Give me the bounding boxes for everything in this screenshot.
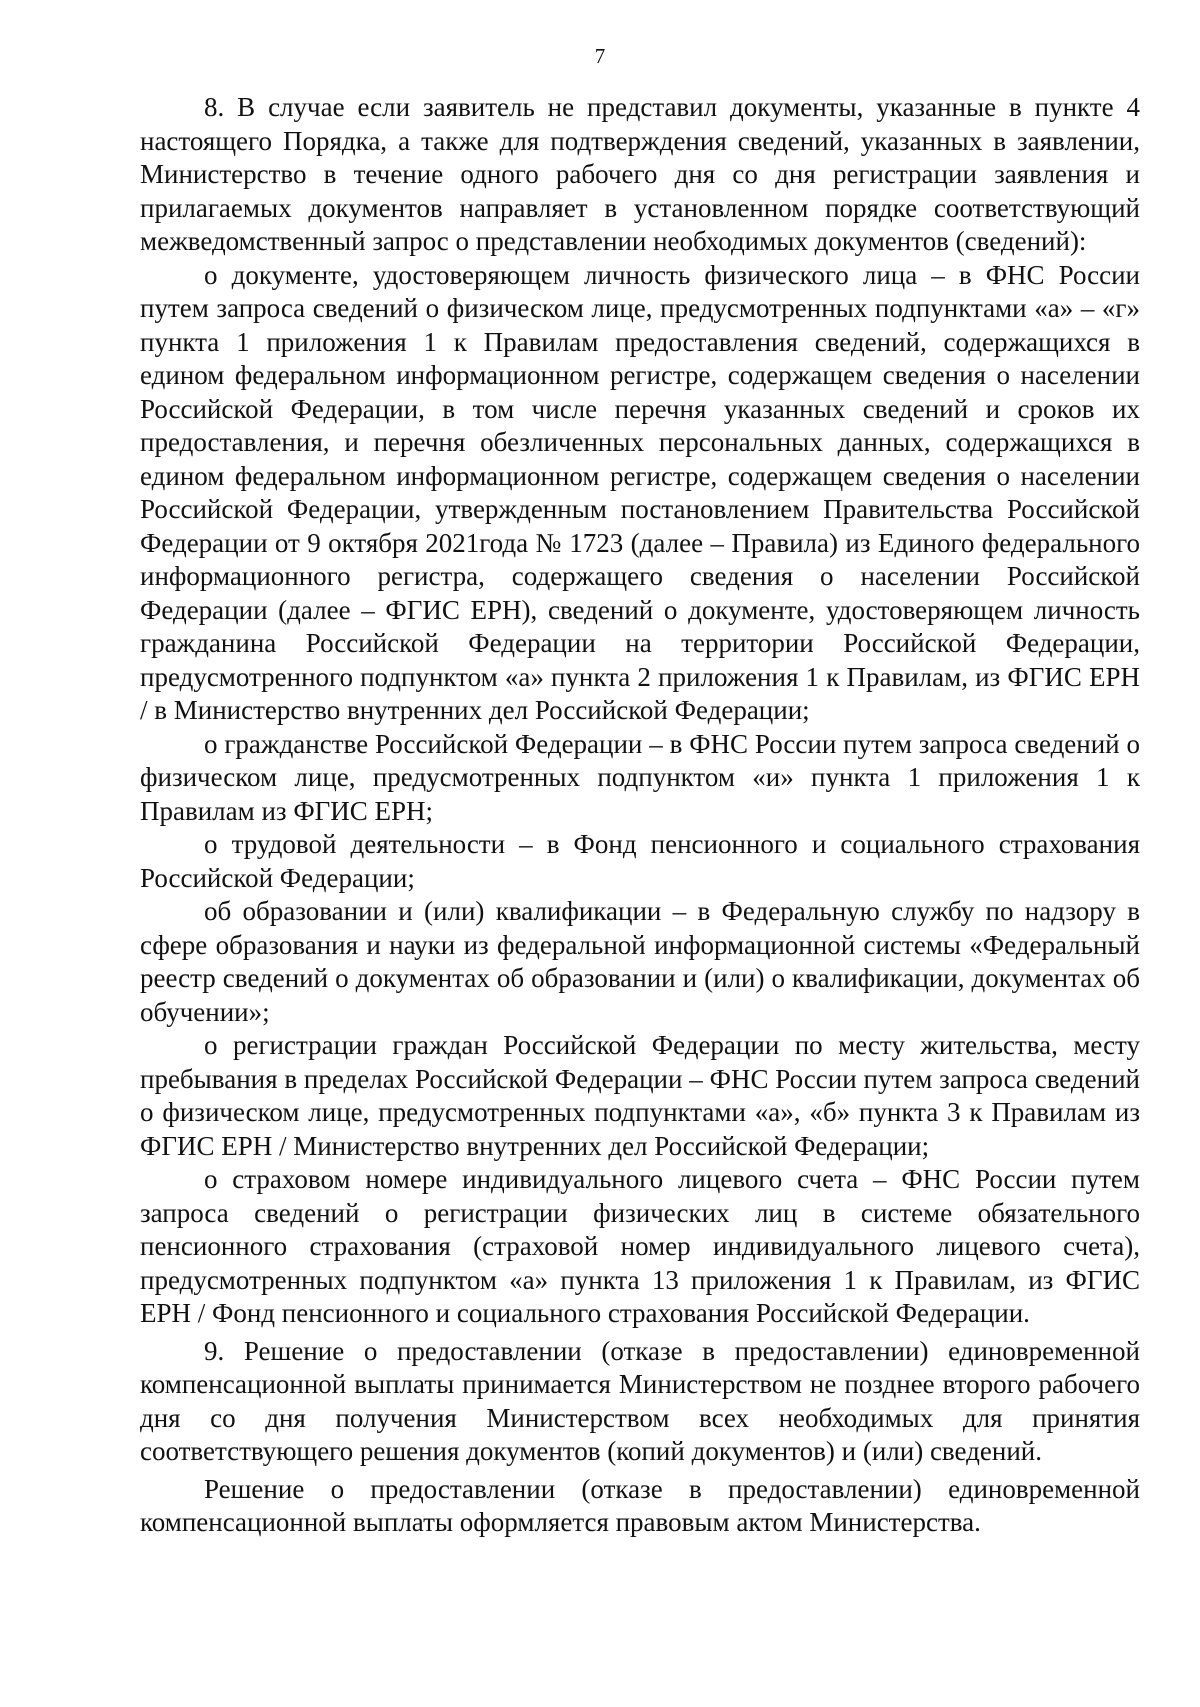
paragraph-9-decision: 9. Решение о предоставлении (отказе в предоставлении) единовременной компенсационной выплаты принимается Министерством не позднее второго рабочего дня со дня получения Министерством всех необходимых для принятия соответствующего решения документов (копий документов) и (или) сведений. [140,1335,1140,1466]
paragraph-citizenship: о гражданстве Российской Федерации – в ФНС России путем запроса сведений о физическом лице, предусмотренных подпунктом «и» пункта 1 приложения 1 к Правилам из ФГИС ЕРН; [140,728,1140,826]
paragraph-identity-document: о документе, удостоверяющем личность физического лица – в ФНС России путем запроса сведений о физическом лице, предусмотренных подпунктами «а» – «г» пункта 1 приложения 1 к Правилам предоставления сведений, содержащихся в едином федеральном информационном регистре, содержащем сведения о населении Российской Федерации, в том числе перечня указанных сведений и сроков их предоставления, и перечня обезличенных персональных данных, содержащихся в едином федеральном информационном регистре, содержащем сведения о населении Российской Федерации, утвержденным постановлением Правительства Российской Федерации от 9 октября 2021года № 1723 (далее – Правила) из Единого федерального информационного регистра, содержащего сведения о населении Российской Федерации (далее – ФГИС ЕРН), сведений о документе, удостоверяющем личность гражданина Российской Федерации на территории Российской Федерации, предусмотренного подпунктом «а» пункта 2 приложения 1 к Правилам, из ФГИС ЕРН / в Министерство внутренних дел Российской Федерации; [140,259,1140,725]
document-body [140,91,1140,1540]
paragraph-insurance-number: о страховом номере индивидуального лицевого счета – ФНС России путем запроса сведений о регистрации физических лиц в системе обязательного пенсионного страхования (страховой номер индивидуального лицевого счета), предусмотренных подпунктом «а» пункта 13 приложения 1 к Правилам, из ФГИС ЕРН / Фонд пенсионного и социального страхования Российской Федерации. [140,1164,1140,1328]
paragraph-decision-form: Решение о предоставлении (отказе в предоставлении) единовременной компенсационной выплаты оформляется правовым актом Министерства. [140,1473,1140,1537]
page-number: 7 [594,44,606,68]
paragraph-employment: о трудовой деятельности – в Фонд пенсионного и социального страхования Российской Федерации; [140,829,1140,893]
paragraph-registration: о регистрации граждан Российской Федерации по месту жительства, месту пребывания в пределах Российской Федерации – ФНС России путем запроса сведений о физическом лице, предусмотренных подпунктами «а», «б» пункта 3 к Правилам из ФГИС ЕРН / Министерство внутренних дел Российской Федерации; [140,1030,1140,1161]
paragraph-8-intro: 8. В случае если заявитель не представил документы, указанные в пункте 4 настоящего Порядка, а также для подтверждения сведений, указанных в заявлении, Министерство в течение одного рабочего дня со дня регистрации заявления и прилагаемых документов направляет в установленном порядке соответствующий межведомственный запрос о представлении необходимых документов (сведений): [140,92,1140,256]
paragraph-education: об образовании и (или) квалификации – в Федеральную службу по надзору в сфере образования и науки из федеральной информационной системы «Федеральный реестр сведений о документах об образовании и (или) о квалификации, документах об обучении»; [140,896,1140,1027]
